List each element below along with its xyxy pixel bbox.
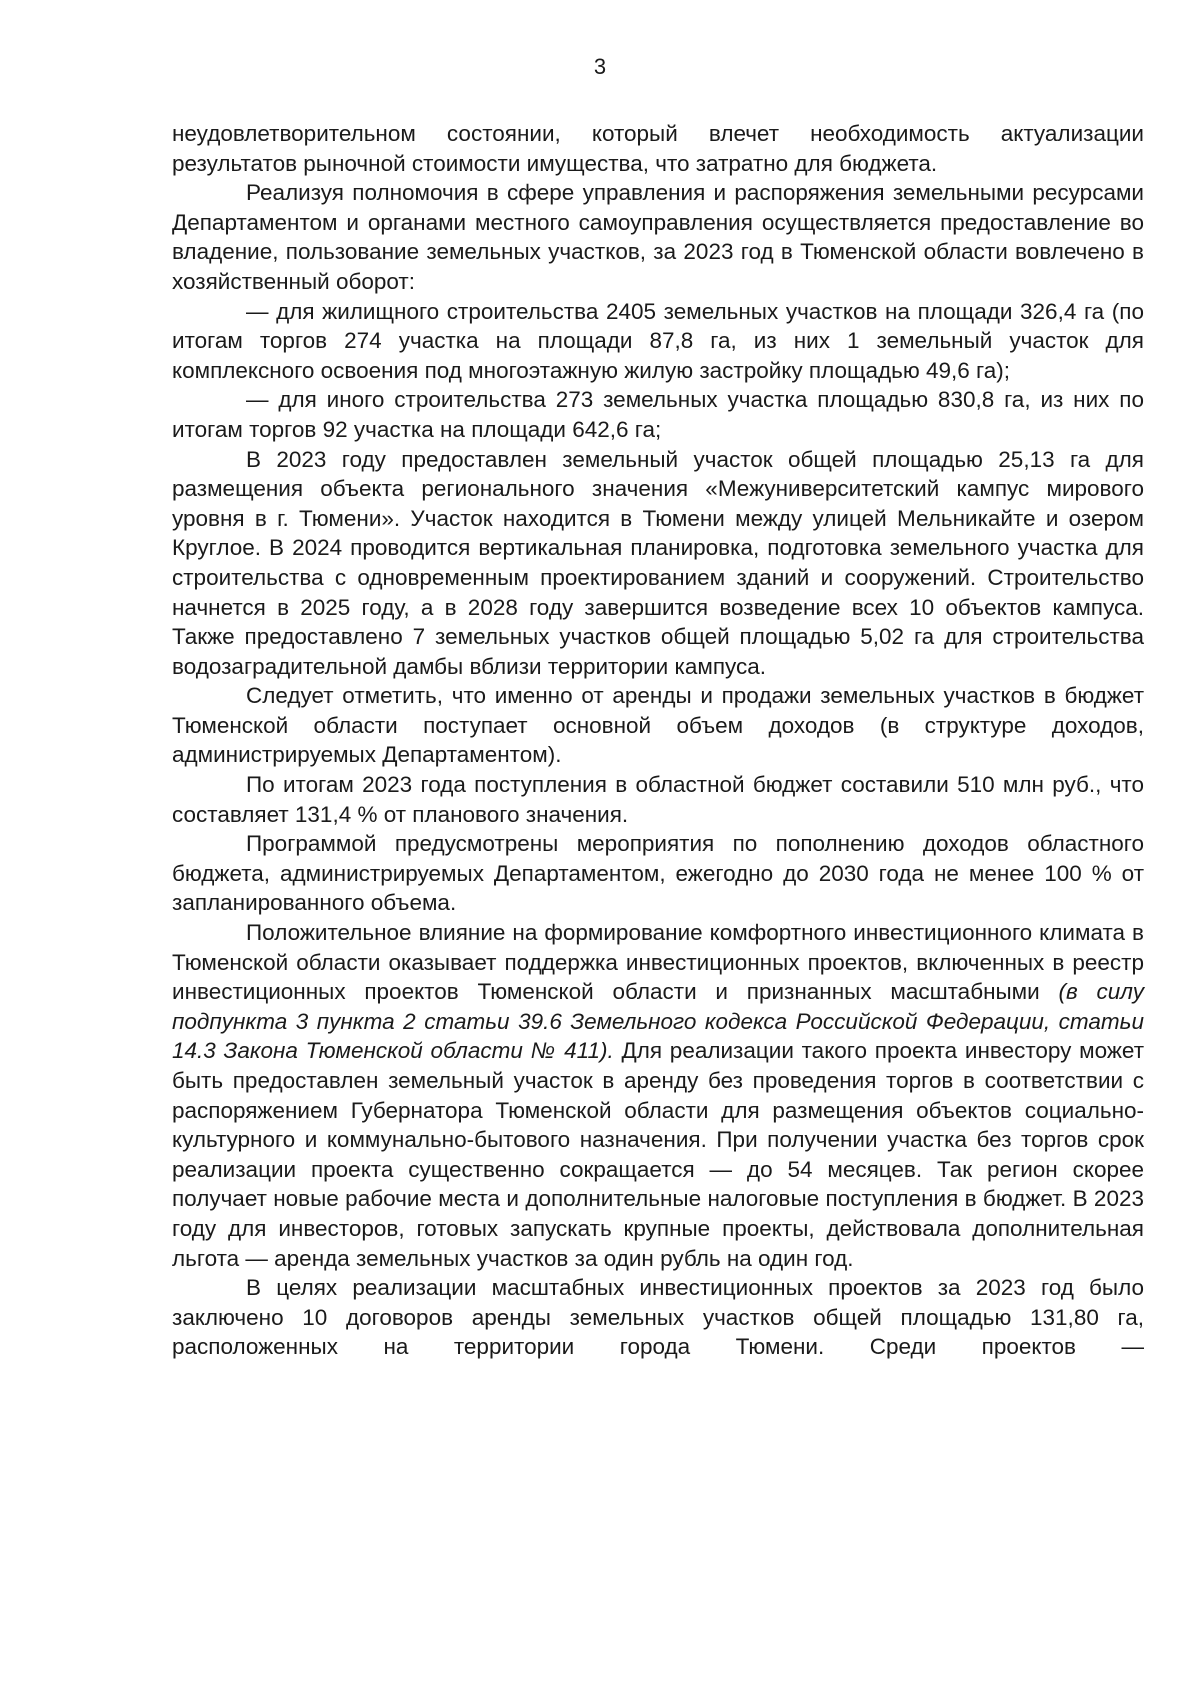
- paragraph-rent-revenue: Следует отметить, что именно от аренды и продажи земельных участков в бюджет Тюменской области поступает основной объем доходов (в структуре доходов, администрируемых Департаментом).: [172, 683, 1144, 768]
- list-item-housing-construction: — для жилищного строительства 2405 земельных участков на площади 326,4 га (по итогам торгов 274 участка на площади 87,8 га, из них 1 земельный участок для комплексного освоения под многоэтажную жилую застройку площадью 49,6 га);: [172, 298, 1144, 383]
- paragraph-program-measures: Программой предусмотрены мероприятия по пополнению доходов областного бюджета, администрируемых Департаментом, ежегодно до 2030 года не менее 100 % от запланированного объема.: [172, 831, 1144, 916]
- paragraph-budget-results: По итогам 2023 года поступления в областной бюджет составили 510 млн руб., что составляет 131,4 % от планового значения.: [172, 772, 1144, 827]
- legal-reference: (в силу подпункта 3 пункта 2 статьи 39.6 Земельного кодекса Российской Федерации, статьи 14.3 Закона Тюменской области № 411).: [172, 979, 1144, 1064]
- page-number: 3: [593, 54, 607, 79]
- document-body: [172, 119, 1144, 1362]
- paragraph-continuation: неудовлетворительном состоянии, который влечет необходимость актуализации результатов рыночной стоимости имущества, что затратно для бюджета.: [172, 121, 1144, 176]
- paragraph-campus: В 2023 году предоставлен земельный участок общей площадью 25,13 га для размещения объекта регионального значения «Межуниверситетский кампус мирового уровня в г. Тюмени». Участок находится в Тюмени между улицей Мельникайте и озером Круглое. В 2024 проводится вертикальная планировка, подготовка земельного участка для строительства с одновременным проектированием зданий и сооружений. Строительство начнется в 2025 году, а в 2028 году завершится возведение всех 10 объектов кампуса. Также предоставлено 7 земельных участков общей площадью 5,02 га для строительства водозаградительной дамбы вблизи территории кампуса.: [172, 446, 1144, 679]
- investment-text-end: Для реализации такого проекта инвестору может быть предоставлен земельный участок в аренду без проведения торгов в соответствии с распоряжением Губернатора Тюменской области для размещения объектов социально-культурного и коммунально-бытового назначения. При получении участка без торгов срок реализации проекта существенно сокращается — до 54 месяцев. Так регион скорее получает новые рабочие места и дополнительные налоговые поступления в бюджет. В 2023 году для инвесторов, готовых запускать крупные проекты, действовала дополнительная льгота — аренда земельных участков за один рубль на один год.: [172, 1038, 1145, 1271]
- investment-text-start: Положительное влияние на формирование комфортного инвестиционного климата в Тюменской области оказывает поддержка инвестиционных проектов, включенных в реестр инвестиционных проектов Тюменской области и признанных масштабными: [172, 920, 1144, 1005]
- paragraph-investment-projects: [172, 918, 1144, 1273]
- paragraph-lease-agreements: В целях реализации масштабных инвестиционных проектов за 2023 год было заключено 10 договоров аренды земельных участков общей площадью 131,80 га, расположенных на территории города Тюмени. Среди проектов —: [172, 1275, 1144, 1360]
- paragraph-land-management: Реализуя полномочия в сфере управления и распоряжения земельными ресурсами Департаментом и органами местного самоуправления осуществляется предоставление во владение, пользование земельных участков, за 2023 год в Тюменской области вовлечено в хозяйственный оборот:: [172, 180, 1144, 294]
- list-item-other-construction: — для иного строительства 273 земельных участка площадью 830,8 га, из них по итогам торгов 92 участка на площади 642,6 га;: [172, 387, 1144, 442]
